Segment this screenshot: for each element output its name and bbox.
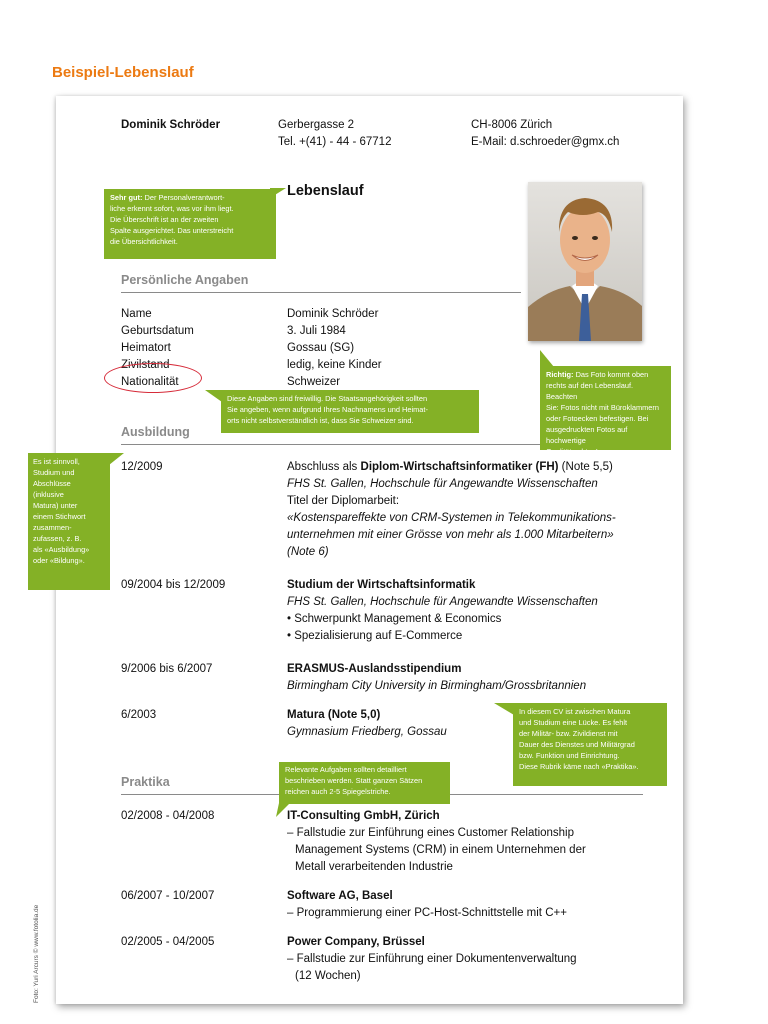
- note-line: oder Fotoecken befestigen. Bei: [546, 414, 649, 423]
- photo-credit: Foto: Yuri Arcurs © www.fotolia.de: [33, 904, 40, 1003]
- education-school: Birmingham City University in Birmingham/Grossbritannien: [287, 680, 587, 692]
- personal-label: Name: [121, 308, 152, 320]
- internship-task: – Programmierung einer PC-Host-Schnittstelle mit C++: [287, 907, 567, 919]
- section-personal-rule: [121, 292, 521, 293]
- header-email: E-Mail: d.schroeder@gmx.ch: [471, 136, 620, 148]
- education-bullet: • Schwerpunkt Management & Economics: [287, 613, 502, 625]
- note-line: Es ist sinnvoll,: [33, 457, 80, 466]
- note-line: rechts auf den Lebenslauf. Beachten: [546, 381, 634, 401]
- note-pointer: [205, 390, 222, 402]
- internship-company: Software AG, Basel: [287, 890, 393, 902]
- annotation-note-internships: [279, 762, 450, 804]
- education-entry-title: [287, 459, 613, 476]
- header-name: Dominik Schröder: [121, 119, 221, 131]
- note-pointer: [270, 188, 286, 198]
- internship-company: IT-Consulting GmbH, Zürich: [287, 810, 440, 822]
- note-pointer: [494, 703, 514, 715]
- note-line: Sie angeben, wenn aufgrund Ihres Nachnamens und Heimat-: [227, 405, 428, 414]
- note-line: Das Foto kommt oben: [573, 370, 649, 379]
- note-line: Matura) unter: [33, 501, 78, 510]
- education-degree-prefix: Abschluss als: [287, 461, 361, 473]
- thesis-title-line: unternehmen mit einer Grösse von mehr als 1.000 Mitarbeitern»: [287, 529, 614, 541]
- note-line: Qualität achten!: [546, 447, 598, 456]
- note-line: Abschlüsse: [33, 479, 71, 488]
- note-line: Studium und: [33, 468, 75, 477]
- education-date: 12/2009: [121, 461, 163, 473]
- education-degree: Diplom-Wirtschaftsinformatiker (FH): [360, 461, 559, 473]
- annotation-note-gap: [513, 703, 667, 786]
- note-line: Dauer des Dienstes und Militärgrad: [519, 740, 635, 749]
- note-line: die Übersichtlichkeit.: [110, 237, 178, 246]
- note-line: Diese Angaben sind freiwillig. Die Staatsangehörigkeit sollten: [227, 394, 428, 403]
- note-line: orts nicht selbstverständlich ist, dass Sie Schweizer sind.: [227, 416, 414, 425]
- personal-label: Heimatort: [121, 342, 171, 354]
- personal-value: ledig, keine Kinder: [287, 359, 382, 371]
- personal-label: Nationalität: [121, 376, 179, 388]
- note-line: bzw. Funktion und Einrichtung.: [519, 751, 620, 760]
- note-line: (inklusive: [33, 490, 64, 499]
- header-city: CH-8006 Zürich: [471, 119, 553, 131]
- note-pointer: [540, 350, 554, 367]
- personal-value: Schweizer: [287, 376, 341, 388]
- education-grade: (Note 5,5): [558, 461, 613, 473]
- note-line: reichen auch 2-5 Spiegelstriche.: [285, 787, 391, 796]
- internship-task: – Fallstudie zur Einführung eines Customer Relationship: [287, 827, 575, 839]
- internship-task: (12 Wochen): [295, 970, 361, 982]
- note-line: In diesem CV ist zwischen Matura: [519, 707, 631, 716]
- note-line: Diese Rubrik käme nach «Praktika».: [519, 762, 639, 771]
- education-entry-title: Matura (Note 5,0): [287, 709, 381, 721]
- education-bullet: • Spezialisierung auf E-Commerce: [287, 630, 463, 642]
- thesis-grade: (Note 6): [287, 546, 329, 558]
- note-pointer: [276, 803, 290, 817]
- note-line: einem Stichwort: [33, 512, 86, 521]
- note-line: Spalte ausgerichtet. Das unterstreicht: [110, 226, 234, 235]
- section-internships-heading: Praktika: [121, 775, 170, 789]
- internship-date: 02/2005 - 04/2005: [121, 936, 215, 948]
- portrait-image: [528, 182, 642, 341]
- internship-task: Metall verarbeitenden Industrie: [295, 861, 453, 873]
- education-entry-title: ERASMUS-Auslandsstipendium: [287, 663, 462, 675]
- note-line: Die Überschrift ist an der zweiten: [110, 215, 219, 224]
- education-date: 09/2004 bis 12/2009: [121, 579, 226, 591]
- education-school: FHS St. Gallen, Hochschule für Angewandte Wissenschaften: [287, 478, 598, 490]
- personal-value: Gossau (SG): [287, 342, 355, 354]
- page-title: Beispiel-Lebenslauf: [52, 64, 194, 81]
- internship-task: Management Systems (CRM) in einem Unternehmen der: [295, 844, 586, 856]
- education-entry-title: Studium der Wirtschaftsinformatik: [287, 579, 476, 591]
- annotation-note-nationality: [221, 390, 479, 433]
- education-date: 6/2003: [121, 709, 157, 721]
- note-line: der Militär- bzw. Zivildienst mit: [519, 729, 618, 738]
- section-personal-heading: Persönliche Angaben: [121, 273, 249, 287]
- internship-date: 06/2007 - 10/2007: [121, 890, 215, 902]
- note-line: Der Personalverantwort-: [142, 193, 225, 202]
- note-line: zusammen-: [33, 523, 72, 532]
- note-line: zufassen, z. B.: [33, 534, 82, 543]
- note-bold-lead: Richtig:: [546, 370, 574, 379]
- note-line: oder «Bildung».: [33, 556, 85, 565]
- internship-company: Power Company, Brüssel: [287, 936, 425, 948]
- note-line: liche erkennt sofort, was vor ihm liegt.: [110, 204, 234, 213]
- note-line: und Studium eine Lücke. Es fehlt: [519, 718, 628, 727]
- note-line: als «Ausbildung»: [33, 545, 90, 554]
- note-pointer: [109, 453, 124, 465]
- header-phone: Tel. +(41) - 44 - 67712: [278, 136, 392, 148]
- internship-task: – Fallstudie zur Einführung einer Dokumentenverwaltung: [287, 953, 577, 965]
- applicant-photo: [528, 182, 642, 341]
- highlight-oval: [104, 363, 202, 393]
- personal-value: 3. Juli 1984: [287, 325, 346, 337]
- thesis-title-line: «Kostensparеffekte von CRM-Systemen in Telekommunikations-: [287, 512, 616, 524]
- personal-label: Geburtsdatum: [121, 325, 194, 337]
- education-school: Gymnasium Friedberg, Gossau: [287, 726, 447, 738]
- personal-value: Dominik Schröder: [287, 308, 379, 320]
- header-street: Gerbergasse 2: [278, 119, 355, 131]
- note-line: ausgedruckten Fotos auf hochwertige: [546, 425, 628, 445]
- cv-title: Lebenslauf: [287, 183, 364, 199]
- personal-label: Zivilstand: [121, 359, 170, 371]
- thesis-label: Titel der Diplomarbeit:: [287, 495, 400, 507]
- internship-date: 02/2008 - 04/2008: [121, 810, 215, 822]
- annotation-note-photo: [540, 366, 671, 456]
- note-line: Sie: Fotos nicht mit Büroklammern: [546, 403, 659, 412]
- annotation-note-education: [28, 453, 110, 590]
- note-bold-lead: Sehr gut:: [110, 193, 143, 202]
- education-date: 9/2006 bis 6/2007: [121, 663, 213, 675]
- section-education-heading: Ausbildung: [121, 425, 190, 439]
- note-line: beschrieben werden. Statt ganzen Sätzen: [285, 776, 423, 785]
- annotation-note-heading: [104, 189, 276, 259]
- note-line: Relevante Aufgaben sollten detailliert: [285, 765, 407, 774]
- education-school: FHS St. Gallen, Hochschule für Angewandte Wissenschaften: [287, 596, 598, 608]
